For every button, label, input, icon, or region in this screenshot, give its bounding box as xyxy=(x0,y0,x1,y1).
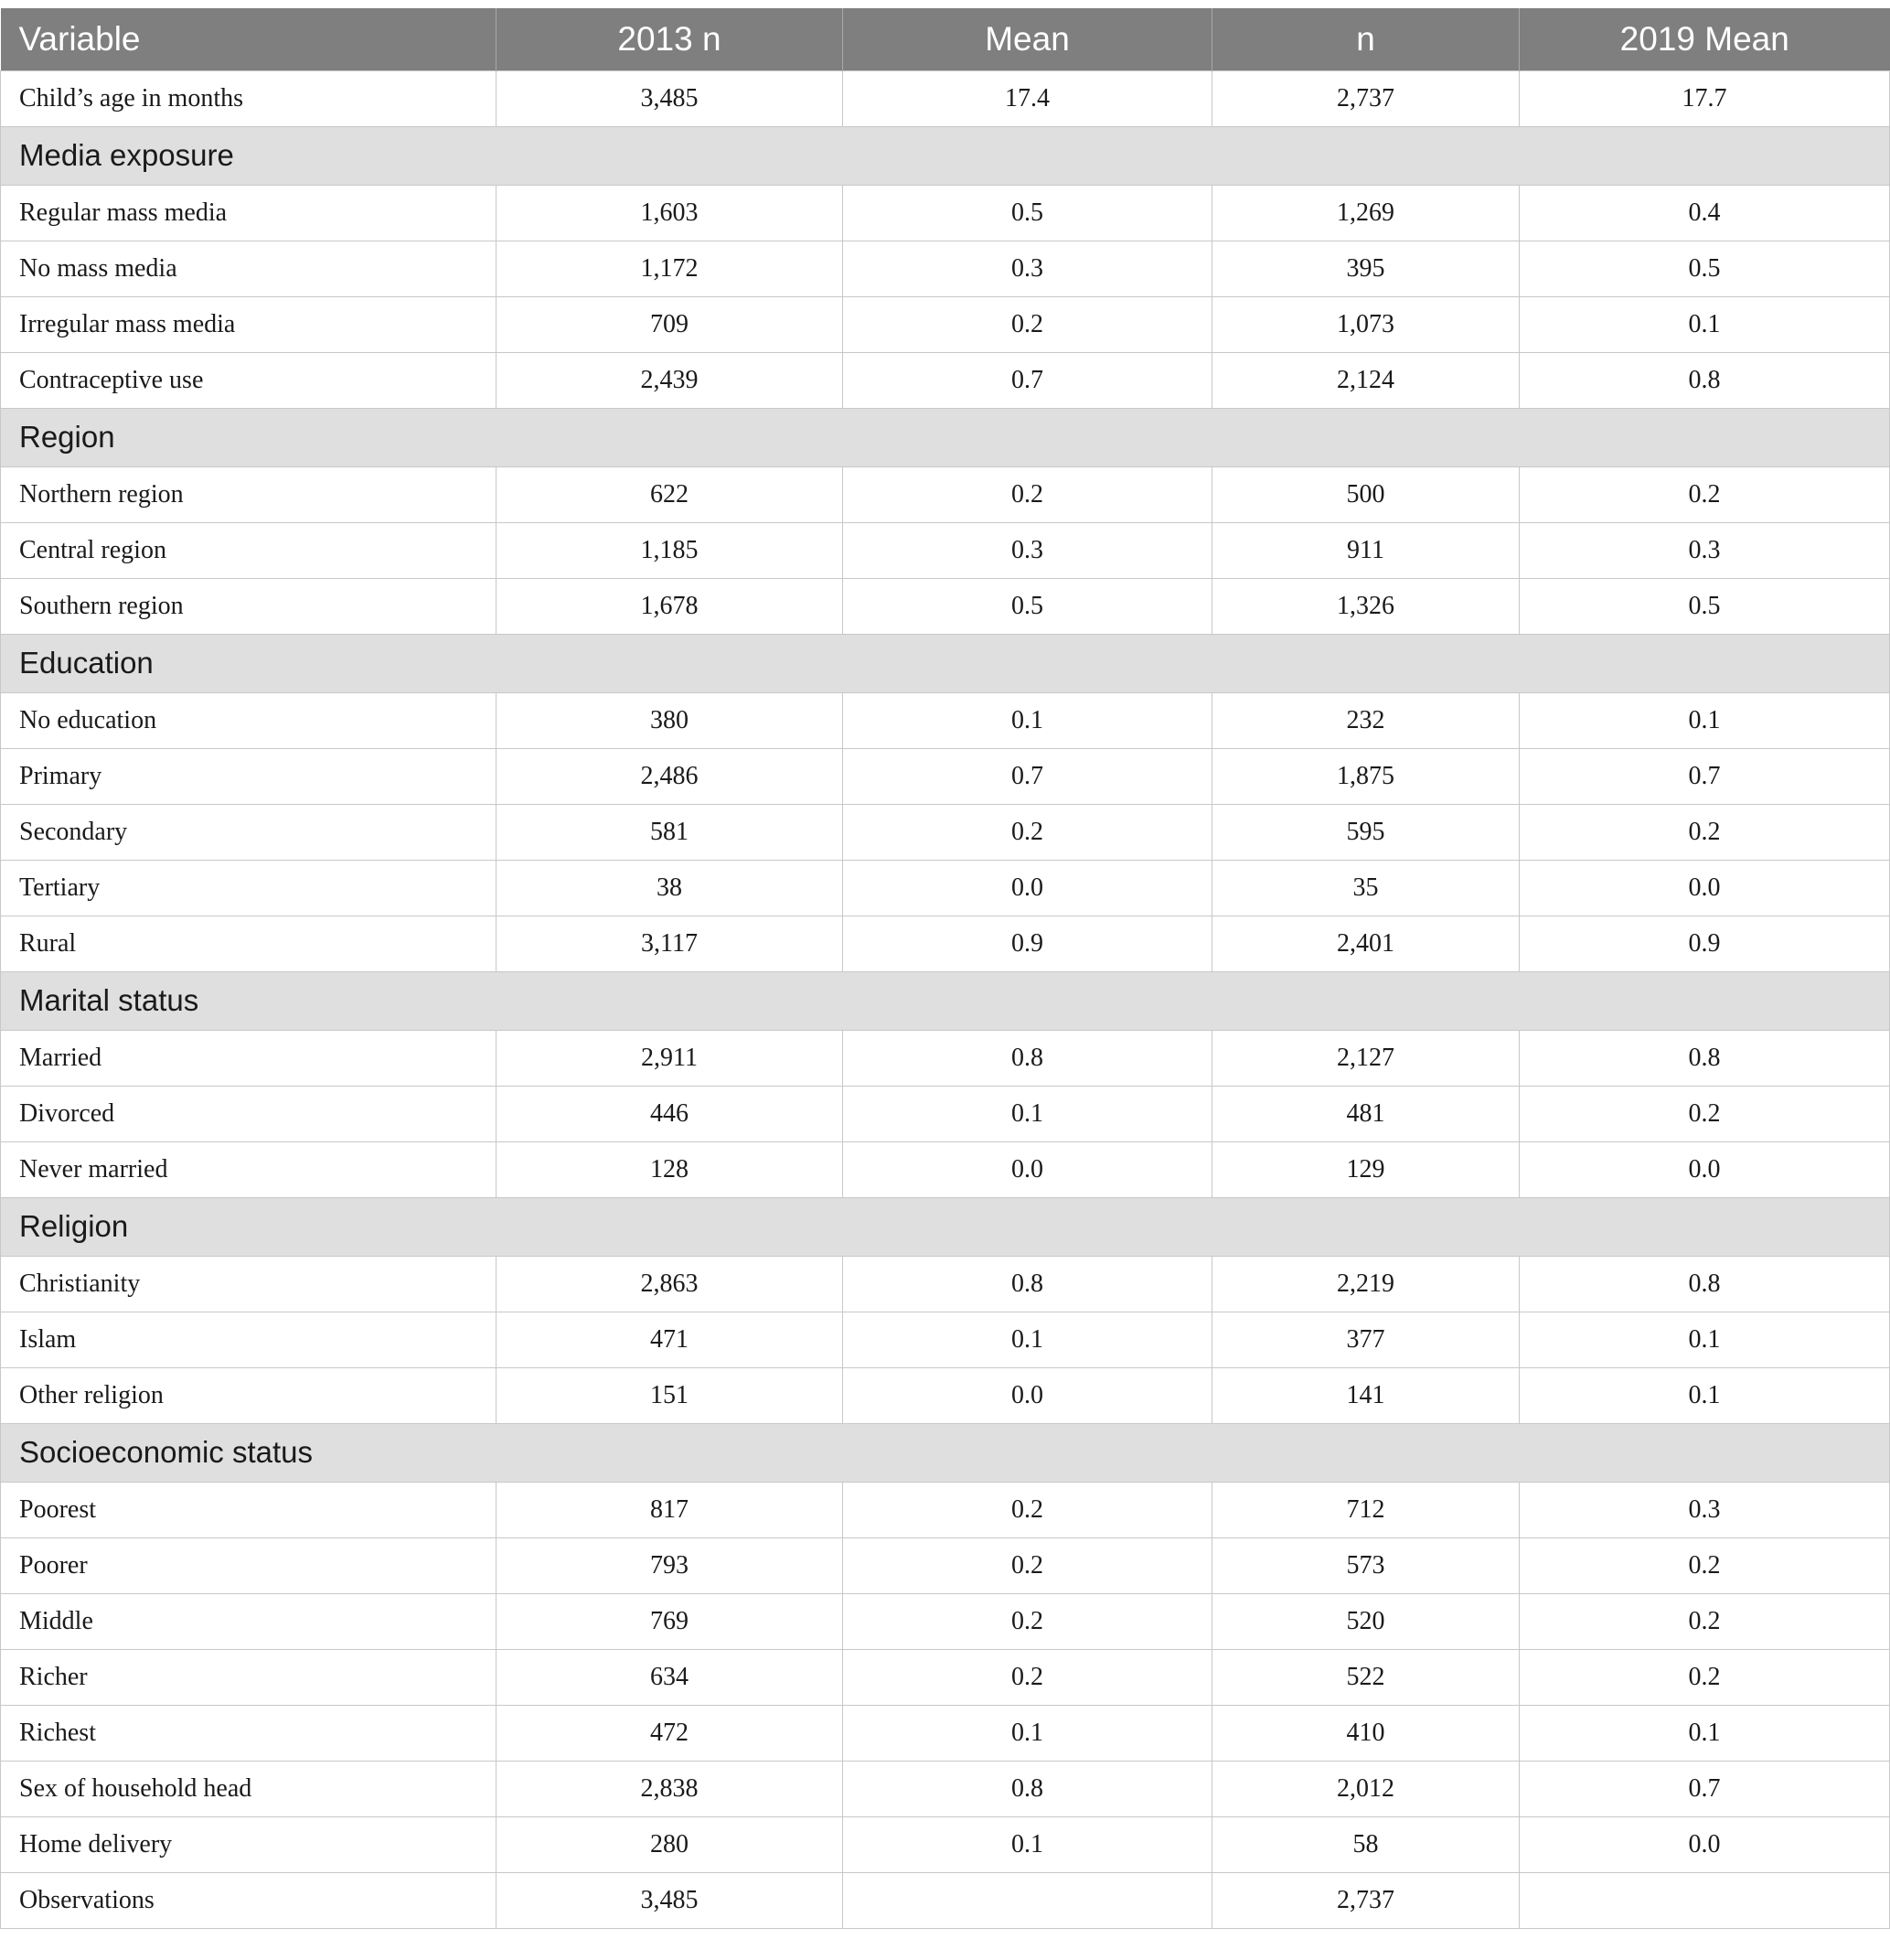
cell-variable: Central region xyxy=(1,522,497,578)
cell-mean-2013 xyxy=(843,1872,1212,1928)
cell-n-2019: 911 xyxy=(1212,522,1520,578)
column-header-2019-n: n xyxy=(1212,8,1520,70)
cell-mean-2019: 0.2 xyxy=(1520,804,1890,860)
cell-mean-2013: 0.0 xyxy=(843,1367,1212,1423)
cell-n-2013: 1,172 xyxy=(497,241,843,296)
table-row xyxy=(1,692,1890,748)
section-label: Education xyxy=(1,634,1890,692)
cell-mean-2019: 0.1 xyxy=(1520,1705,1890,1761)
cell-mean-2019: 0.2 xyxy=(1520,466,1890,522)
cell-mean-2013: 0.2 xyxy=(843,1593,1212,1649)
cell-mean-2013: 0.2 xyxy=(843,466,1212,522)
cell-mean-2019: 0.1 xyxy=(1520,1312,1890,1367)
cell-mean-2019: 0.2 xyxy=(1520,1593,1890,1649)
cell-mean-2019: 0.3 xyxy=(1520,522,1890,578)
cell-mean-2013: 0.3 xyxy=(843,522,1212,578)
table-row xyxy=(1,1141,1890,1197)
cell-variable: Primary xyxy=(1,748,497,804)
cell-n-2019: 395 xyxy=(1212,241,1520,296)
cell-variable: Middle xyxy=(1,1593,497,1649)
cell-n-2019: 58 xyxy=(1212,1816,1520,1872)
cell-mean-2019: 0.5 xyxy=(1520,241,1890,296)
cell-mean-2013: 0.1 xyxy=(843,692,1212,748)
cell-n-2013: 38 xyxy=(497,860,843,916)
cell-n-2019: 481 xyxy=(1212,1086,1520,1141)
cell-variable: No education xyxy=(1,692,497,748)
cell-mean-2019: 0.8 xyxy=(1520,1256,1890,1312)
cell-n-2019: 129 xyxy=(1212,1141,1520,1197)
cell-mean-2019: 0.5 xyxy=(1520,578,1890,634)
table-row xyxy=(1,1030,1890,1086)
section-header-row xyxy=(1,634,1890,692)
cell-n-2013: 380 xyxy=(497,692,843,748)
section-header-row xyxy=(1,408,1890,466)
cell-mean-2013: 0.0 xyxy=(843,860,1212,916)
cell-n-2013: 793 xyxy=(497,1537,843,1593)
table-row xyxy=(1,296,1890,352)
cell-mean-2013: 0.0 xyxy=(843,1141,1212,1197)
cell-mean-2013: 0.2 xyxy=(843,804,1212,860)
cell-mean-2013: 0.1 xyxy=(843,1312,1212,1367)
cell-n-2013: 709 xyxy=(497,296,843,352)
cell-variable: Tertiary xyxy=(1,860,497,916)
cell-n-2013: 1,185 xyxy=(497,522,843,578)
cell-mean-2013: 0.3 xyxy=(843,241,1212,296)
table-row xyxy=(1,1312,1890,1367)
cell-n-2019: 1,875 xyxy=(1212,748,1520,804)
cell-n-2013: 2,486 xyxy=(497,748,843,804)
table-row xyxy=(1,1482,1890,1537)
table-row xyxy=(1,466,1890,522)
table-row xyxy=(1,578,1890,634)
cell-mean-2019: 0.7 xyxy=(1520,748,1890,804)
section-header-row xyxy=(1,971,1890,1030)
cell-mean-2013: 0.8 xyxy=(843,1030,1212,1086)
cell-n-2013: 581 xyxy=(497,804,843,860)
cell-n-2013: 128 xyxy=(497,1141,843,1197)
table-row xyxy=(1,916,1890,971)
cell-variable: Sex of household head xyxy=(1,1761,497,1816)
section-label: Socioeconomic status xyxy=(1,1423,1890,1482)
cell-n-2013: 1,603 xyxy=(497,185,843,241)
data-table xyxy=(0,8,1890,1929)
cell-n-2019: 232 xyxy=(1212,692,1520,748)
cell-n-2019: 2,737 xyxy=(1212,1872,1520,1928)
table-row xyxy=(1,1761,1890,1816)
cell-n-2013: 2,911 xyxy=(497,1030,843,1086)
table-row xyxy=(1,1872,1890,1928)
cell-n-2019: 1,269 xyxy=(1212,185,1520,241)
cell-mean-2013: 0.2 xyxy=(843,1537,1212,1593)
cell-mean-2019: 0.1 xyxy=(1520,1367,1890,1423)
cell-n-2019: 2,737 xyxy=(1212,70,1520,126)
column-header-variable: Variable xyxy=(1,8,497,70)
cell-variable: Northern region xyxy=(1,466,497,522)
cell-n-2013: 151 xyxy=(497,1367,843,1423)
cell-n-2019: 410 xyxy=(1212,1705,1520,1761)
cell-variable: Secondary xyxy=(1,804,497,860)
cell-mean-2019: 0.7 xyxy=(1520,1761,1890,1816)
table-row xyxy=(1,1705,1890,1761)
table-row xyxy=(1,748,1890,804)
table-row xyxy=(1,1537,1890,1593)
cell-n-2013: 472 xyxy=(497,1705,843,1761)
cell-n-2019: 520 xyxy=(1212,1593,1520,1649)
table-body xyxy=(1,70,1890,1928)
cell-variable: Home delivery xyxy=(1,1816,497,1872)
cell-variable: Divorced xyxy=(1,1086,497,1141)
cell-variable: Never married xyxy=(1,1141,497,1197)
table-row xyxy=(1,804,1890,860)
section-label: Media exposure xyxy=(1,126,1890,185)
cell-n-2013: 622 xyxy=(497,466,843,522)
cell-mean-2019: 0.3 xyxy=(1520,1482,1890,1537)
cell-mean-2019: 0.2 xyxy=(1520,1537,1890,1593)
table-row xyxy=(1,70,1890,126)
cell-mean-2019: 0.0 xyxy=(1520,1141,1890,1197)
cell-mean-2013: 0.1 xyxy=(843,1705,1212,1761)
table-row xyxy=(1,241,1890,296)
table-row xyxy=(1,1649,1890,1705)
cell-variable: Irregular mass media xyxy=(1,296,497,352)
cell-variable: Married xyxy=(1,1030,497,1086)
cell-n-2019: 1,326 xyxy=(1212,578,1520,634)
cell-mean-2013: 0.5 xyxy=(843,578,1212,634)
cell-mean-2019 xyxy=(1520,1872,1890,1928)
cell-mean-2013: 0.9 xyxy=(843,916,1212,971)
cell-mean-2019: 17.7 xyxy=(1520,70,1890,126)
cell-n-2013: 446 xyxy=(497,1086,843,1141)
cell-n-2019: 500 xyxy=(1212,466,1520,522)
cell-mean-2019: 0.0 xyxy=(1520,860,1890,916)
table-row xyxy=(1,1367,1890,1423)
cell-n-2019: 2,219 xyxy=(1212,1256,1520,1312)
cell-variable: Contraceptive use xyxy=(1,352,497,408)
section-header-row xyxy=(1,1423,1890,1482)
cell-n-2013: 769 xyxy=(497,1593,843,1649)
cell-n-2019: 1,073 xyxy=(1212,296,1520,352)
cell-mean-2019: 0.8 xyxy=(1520,1030,1890,1086)
section-header-row xyxy=(1,126,1890,185)
cell-variable: Southern region xyxy=(1,578,497,634)
table-row xyxy=(1,522,1890,578)
cell-n-2019: 377 xyxy=(1212,1312,1520,1367)
cell-mean-2013: 0.1 xyxy=(843,1816,1212,1872)
table-row xyxy=(1,1593,1890,1649)
cell-n-2013: 471 xyxy=(497,1312,843,1367)
cell-mean-2013: 0.2 xyxy=(843,1482,1212,1537)
table-row xyxy=(1,185,1890,241)
header-row xyxy=(1,8,1890,70)
cell-n-2019: 2,124 xyxy=(1212,352,1520,408)
cell-mean-2013: 0.5 xyxy=(843,185,1212,241)
table-header xyxy=(1,8,1890,70)
cell-variable: Observations xyxy=(1,1872,497,1928)
cell-variable: Islam xyxy=(1,1312,497,1367)
cell-n-2019: 712 xyxy=(1212,1482,1520,1537)
cell-n-2013: 2,863 xyxy=(497,1256,843,1312)
table-row xyxy=(1,1256,1890,1312)
section-label: Religion xyxy=(1,1197,1890,1256)
cell-mean-2019: 0.9 xyxy=(1520,916,1890,971)
cell-n-2019: 2,012 xyxy=(1212,1761,1520,1816)
cell-mean-2019: 0.1 xyxy=(1520,296,1890,352)
table-row xyxy=(1,860,1890,916)
section-label: Marital status xyxy=(1,971,1890,1030)
cell-n-2019: 573 xyxy=(1212,1537,1520,1593)
cell-mean-2019: 0.2 xyxy=(1520,1649,1890,1705)
cell-variable: Rural xyxy=(1,916,497,971)
cell-mean-2013: 0.1 xyxy=(843,1086,1212,1141)
cell-variable: Regular mass media xyxy=(1,185,497,241)
cell-mean-2013: 0.2 xyxy=(843,1649,1212,1705)
cell-n-2013: 3,485 xyxy=(497,1872,843,1928)
cell-mean-2013: 0.8 xyxy=(843,1761,1212,1816)
cell-mean-2013: 0.7 xyxy=(843,748,1212,804)
cell-mean-2019: 0.0 xyxy=(1520,1816,1890,1872)
cell-n-2019: 522 xyxy=(1212,1649,1520,1705)
cell-variable: Christianity xyxy=(1,1256,497,1312)
cell-mean-2019: 0.1 xyxy=(1520,692,1890,748)
column-header-2013-n: 2013 n xyxy=(497,8,843,70)
data-table-container xyxy=(0,8,1889,1929)
cell-n-2013: 280 xyxy=(497,1816,843,1872)
table-row xyxy=(1,352,1890,408)
section-header-row xyxy=(1,1197,1890,1256)
cell-variable: Child’s age in months xyxy=(1,70,497,126)
column-header-2019-mean: 2019 Mean xyxy=(1520,8,1890,70)
cell-n-2013: 3,485 xyxy=(497,70,843,126)
cell-mean-2013: 0.8 xyxy=(843,1256,1212,1312)
cell-mean-2013: 17.4 xyxy=(843,70,1212,126)
column-header-2013-mean: Mean xyxy=(843,8,1212,70)
cell-variable: Richer xyxy=(1,1649,497,1705)
cell-variable: Other religion xyxy=(1,1367,497,1423)
cell-n-2019: 2,127 xyxy=(1212,1030,1520,1086)
cell-n-2013: 3,117 xyxy=(497,916,843,971)
table-row xyxy=(1,1086,1890,1141)
cell-mean-2019: 0.4 xyxy=(1520,185,1890,241)
cell-mean-2013: 0.7 xyxy=(843,352,1212,408)
cell-variable: Poorest xyxy=(1,1482,497,1537)
cell-n-2013: 1,678 xyxy=(497,578,843,634)
cell-n-2013: 2,838 xyxy=(497,1761,843,1816)
cell-mean-2019: 0.2 xyxy=(1520,1086,1890,1141)
cell-n-2019: 2,401 xyxy=(1212,916,1520,971)
cell-variable: No mass media xyxy=(1,241,497,296)
cell-variable: Richest xyxy=(1,1705,497,1761)
cell-mean-2013: 0.2 xyxy=(843,296,1212,352)
cell-n-2019: 595 xyxy=(1212,804,1520,860)
cell-n-2013: 634 xyxy=(497,1649,843,1705)
cell-variable: Poorer xyxy=(1,1537,497,1593)
table-row xyxy=(1,1816,1890,1872)
cell-mean-2019: 0.8 xyxy=(1520,352,1890,408)
cell-n-2019: 141 xyxy=(1212,1367,1520,1423)
cell-n-2013: 817 xyxy=(497,1482,843,1537)
cell-n-2013: 2,439 xyxy=(497,352,843,408)
cell-n-2019: 35 xyxy=(1212,860,1520,916)
section-label: Region xyxy=(1,408,1890,466)
